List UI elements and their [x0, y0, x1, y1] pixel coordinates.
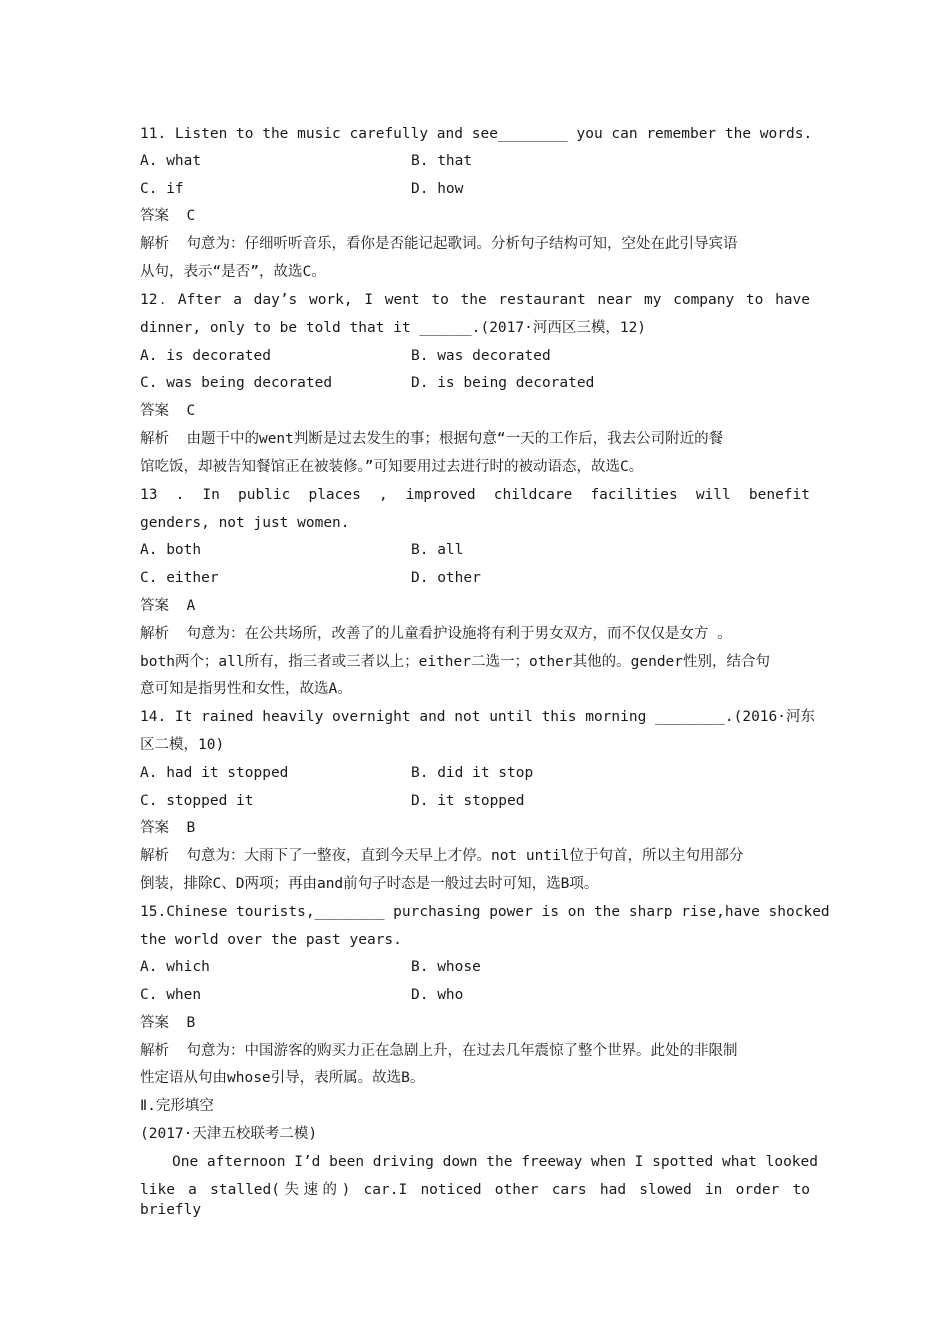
answer-label: 答案	[140, 1015, 169, 1031]
question-13-stem-line-2: genders, not just women.	[140, 515, 350, 531]
question-13-analysis-line-3: 意可知是指男性和女性，故选A。	[140, 681, 352, 697]
question-12-analysis-line-1	[140, 429, 723, 449]
question-11-option-d: D. how	[411, 181, 464, 197]
analysis-label: 解析	[140, 431, 169, 447]
question-12-option-c: C. was being decorated	[140, 375, 333, 391]
question-11-option-a: A. what	[140, 153, 202, 169]
question-11-analysis-line-1	[140, 234, 737, 254]
question-12-answer	[140, 401, 195, 421]
question-12-option-a: A. is decorated	[140, 348, 271, 364]
question-14-answer	[140, 818, 195, 838]
analysis-label: 解析	[140, 848, 169, 864]
answer-label: 答案	[140, 208, 169, 224]
passage-line-2: like a stalled(失速的) car.I noticed other cars had slowed in order to briefly	[140, 1182, 810, 1218]
question-15-answer	[140, 1013, 195, 1033]
question-11-option-b: B. that	[411, 153, 473, 169]
question-13-answer	[140, 596, 195, 616]
analysis-text: 由题干中的went判断是过去发生的事；根据句意“一天的工作后，我去公司附近的餐	[186, 431, 724, 447]
question-12-stem-line-1: 12．After a day’s work, I went to the restaurant near my company to have	[140, 292, 810, 308]
question-11-option-c: C. if	[140, 181, 184, 197]
answer-value: B	[186, 1015, 196, 1031]
answer-label: 答案	[140, 820, 169, 836]
question-13-analysis-line-1	[140, 624, 732, 644]
analysis-label: 解析	[140, 1043, 169, 1059]
question-14-option-b: B. did it stop	[411, 765, 534, 781]
question-15-option-a: A. which	[140, 959, 210, 975]
question-14-analysis-line-2: 倒装，排除C、D两项；再由and前句子时态是一般过去时可知，选B项。	[140, 876, 599, 892]
section-heading: Ⅱ.完形填空	[140, 1098, 214, 1114]
question-11-analysis-line-2: 从句，表示“是否”，故选C。	[140, 264, 326, 280]
question-15-option-b: B. whose	[411, 959, 481, 975]
question-12-option-d: D. is being decorated	[411, 375, 595, 391]
answer-value: B	[186, 820, 196, 836]
question-14-analysis-line-1	[140, 846, 744, 866]
question-12-stem-line-2: dinner, only to be told that it ______.(2017·河西区三模，12)	[140, 320, 647, 336]
question-14-option-c: C. stopped it	[140, 793, 254, 809]
question-15-stem-line-1: 15.Chinese tourists,________ purchasing power is on the sharp rise,have shocked	[140, 904, 830, 920]
question-11-stem: 11. Listen to the music carefully and see________ you can remember the words.	[140, 126, 813, 142]
analysis-label: 解析	[140, 236, 169, 252]
question-15-analysis-line-2: 性定语从句由whose引导，表所属。故选B。	[140, 1070, 425, 1086]
analysis-text: 句意为：中国游客的购买力正在急剧上升，在过去几年震惊了整个世界。此处的非限制	[186, 1043, 738, 1059]
question-12-option-b: B. was decorated	[411, 348, 551, 364]
question-12-analysis-line-2: 馆吃饭，却被告知餐馆正在被装修。”可知要用过去进行时的被动语态，故选C。	[140, 459, 644, 475]
question-15-option-c: C. when	[140, 987, 202, 1003]
question-14-stem-line-1: 14. It rained heavily overnight and not until this morning ________.(2016·河东	[140, 709, 816, 725]
question-14-option-d: D. it stopped	[411, 793, 525, 809]
answer-value: A	[186, 598, 196, 614]
question-15-stem-line-2: the world over the past years.	[140, 932, 402, 948]
section-source: (2017·天津五校联考二模)	[140, 1126, 318, 1142]
question-13-option-d: D. other	[411, 570, 481, 586]
question-14-stem-line-2: 区二模，10)	[140, 737, 225, 753]
analysis-text: 句意为：大雨下了一整夜，直到今天早上才停。not until位于句首，所以主句用部分	[186, 848, 744, 864]
question-13-option-b: B. all	[411, 542, 464, 558]
answer-label: 答案	[140, 403, 169, 419]
answer-value: C	[186, 403, 196, 419]
question-13-option-c: C. either	[140, 570, 219, 586]
analysis-label: 解析	[140, 626, 169, 642]
analysis-text: 句意为：仔细听听音乐，看你是否能记起歌词。分析句子结构可知，空处在此引导宾语	[186, 236, 738, 252]
question-14-option-a: A. had it stopped	[140, 765, 289, 781]
question-13-option-a: A. both	[140, 542, 202, 558]
passage-line-1: One afternoon I’d been driving down the freeway when I spotted what looked	[172, 1154, 819, 1170]
question-11-answer	[140, 206, 195, 226]
question-15-analysis-line-1	[140, 1041, 737, 1061]
answer-label: 答案	[140, 598, 169, 614]
answer-value: C	[186, 208, 196, 224]
question-13-stem-line-1: 13 . In public places , improved childcare facilities will benefit	[140, 487, 810, 503]
question-15-option-d: D. who	[411, 987, 464, 1003]
question-13-analysis-line-2: both两个；all所有，指三者或三者以上；either二选一；other其他的。gender性别，结合句	[140, 654, 771, 670]
analysis-text: 句意为：在公共场所，改善了的儿童看护设施将有利于男女双方，而不仅仅是女方 。	[186, 626, 732, 642]
